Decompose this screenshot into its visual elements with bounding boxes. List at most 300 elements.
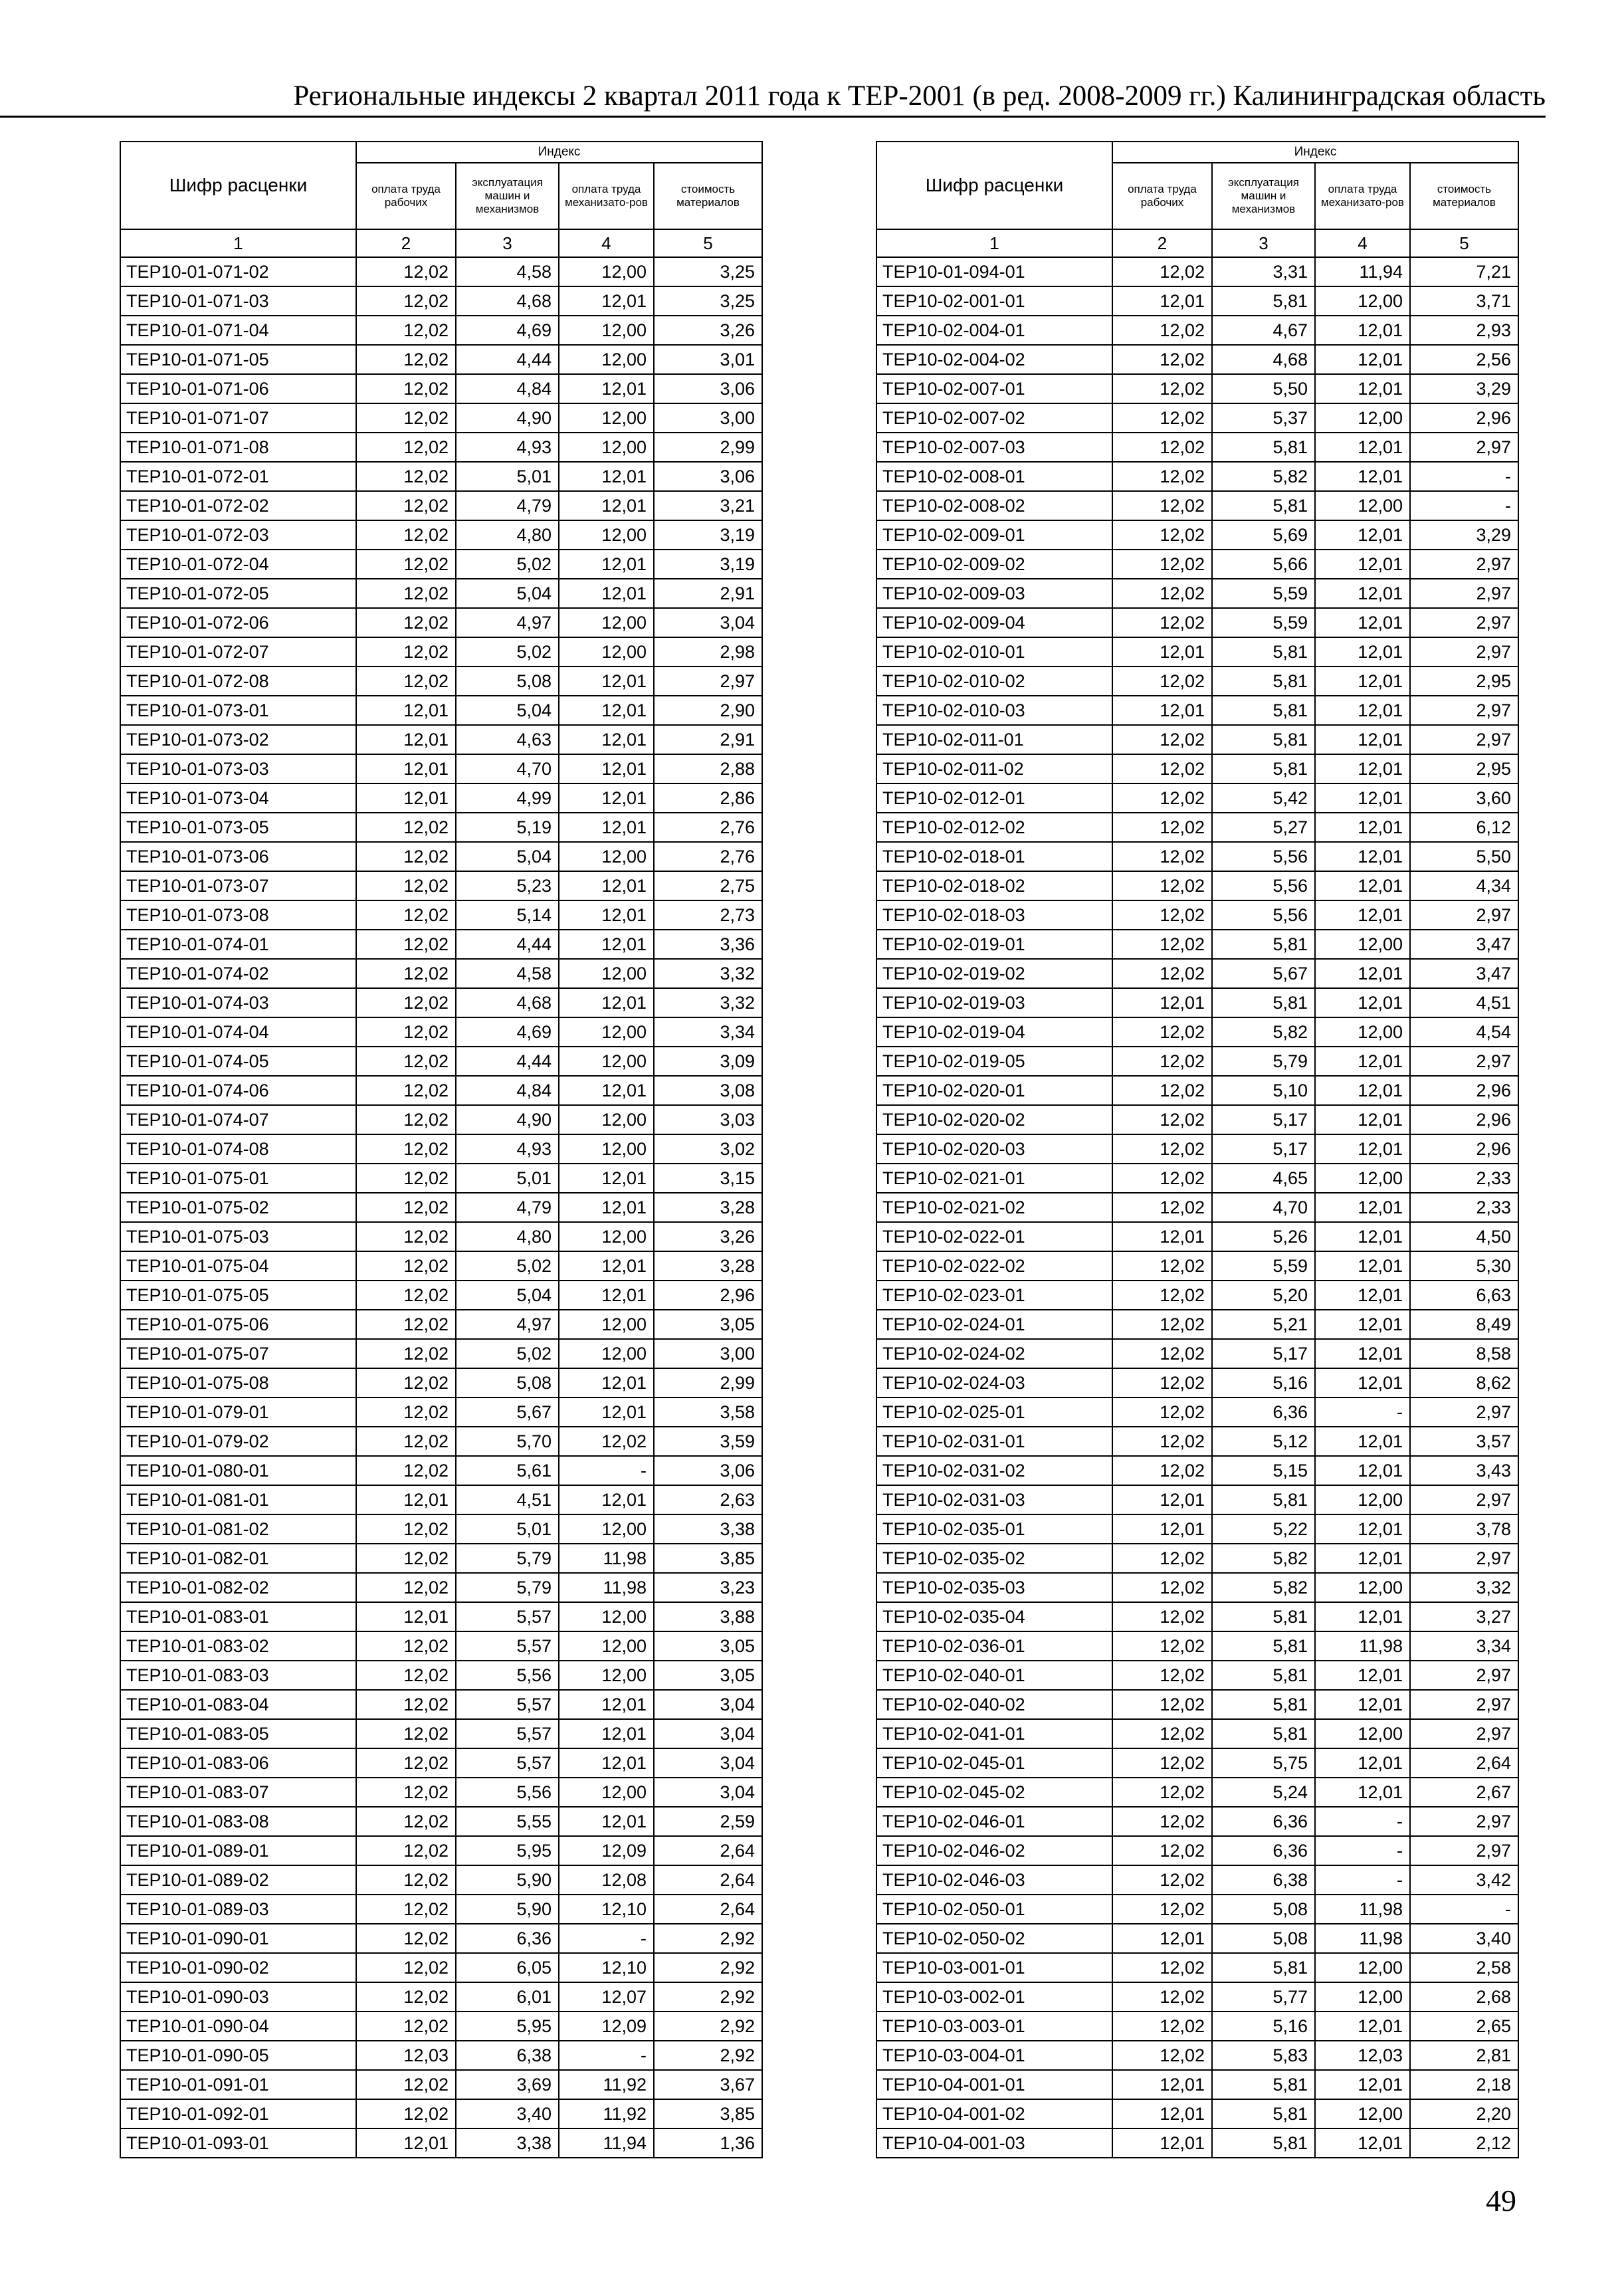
cipher-cell: ТЕР10-01-071-06 bbox=[120, 374, 356, 403]
labor-cell: 12,01 bbox=[1112, 696, 1212, 725]
table-row bbox=[876, 1836, 1518, 1865]
table-row bbox=[120, 1047, 762, 1076]
cipher-cell: ТЕР10-01-072-01 bbox=[120, 462, 356, 491]
table-row bbox=[876, 1281, 1518, 1310]
cipher-cell: ТЕР10-01-071-07 bbox=[120, 403, 356, 433]
machines-cell: 5,17 bbox=[1212, 1339, 1315, 1368]
materials-cell: 6,12 bbox=[1410, 813, 1518, 842]
cipher-cell: ТЕР10-04-001-03 bbox=[876, 2128, 1112, 2158]
labor-cell: 12,02 bbox=[1112, 1134, 1212, 1164]
machines-cell: 5,81 bbox=[1212, 988, 1315, 1017]
table-row bbox=[876, 1076, 1518, 1105]
machines-cell: 5,04 bbox=[456, 579, 559, 608]
mech-labor-cell: 12,01 bbox=[559, 783, 654, 813]
labor-cell: 12,02 bbox=[356, 1397, 456, 1427]
cipher-cell: ТЕР10-01-083-02 bbox=[120, 1631, 356, 1661]
cipher-cell: ТЕР10-03-002-01 bbox=[876, 1982, 1112, 2012]
labor-cell: 12,02 bbox=[356, 1690, 456, 1719]
mech-labor-cell: 12,01 bbox=[1315, 608, 1410, 637]
page-title: Региональные индексы 2 квартал 2011 года к ТЕР-2001 (в ред. 2008-2009 гг.) Калининградская область bbox=[0, 80, 1546, 118]
materials-cell: 3,36 bbox=[654, 930, 762, 959]
cipher-cell: ТЕР10-01-073-08 bbox=[120, 900, 356, 930]
cipher-cell: ТЕР10-01-089-03 bbox=[120, 1895, 356, 1924]
table-row bbox=[120, 1134, 762, 1164]
mech-labor-cell: 12,01 bbox=[1315, 1368, 1410, 1397]
labor-cell: 12,02 bbox=[1112, 403, 1212, 433]
machines-cell: 5,82 bbox=[1212, 1544, 1315, 1573]
machines-cell: 5,27 bbox=[1212, 813, 1315, 842]
cipher-cell: ТЕР10-02-041-01 bbox=[876, 1719, 1112, 1748]
cipher-cell: ТЕР10-02-004-02 bbox=[876, 345, 1112, 374]
labor-cell: 12,02 bbox=[356, 1076, 456, 1105]
labor-cell: 12,02 bbox=[1112, 1339, 1212, 1368]
cipher-cell: ТЕР10-01-072-08 bbox=[120, 667, 356, 696]
cipher-cell: ТЕР10-02-025-01 bbox=[876, 1397, 1112, 1427]
table-row bbox=[876, 1222, 1518, 1251]
labor-cell: 12,02 bbox=[1112, 520, 1212, 550]
materials-cell: 3,28 bbox=[654, 1251, 762, 1281]
table-row bbox=[876, 930, 1518, 959]
materials-cell: 3,15 bbox=[654, 1164, 762, 1193]
mech-labor-cell: 12,01 bbox=[1315, 637, 1410, 667]
machines-cell: 6,38 bbox=[456, 2041, 559, 2070]
labor-cell: 12,01 bbox=[1112, 1222, 1212, 1251]
mech-labor-cell: 12,01 bbox=[1315, 1748, 1410, 1778]
materials-cell: 2,65 bbox=[1410, 2012, 1518, 2041]
table-row bbox=[120, 1397, 762, 1427]
cipher-cell: ТЕР10-02-009-03 bbox=[876, 579, 1112, 608]
mech-labor-cell: 12,01 bbox=[1315, 1778, 1410, 1807]
machines-cell: 5,08 bbox=[456, 1368, 559, 1397]
mech-labor-cell: 12,09 bbox=[559, 1836, 654, 1865]
table-row bbox=[876, 1982, 1518, 2012]
mech-labor-cell: 12,01 bbox=[1315, 433, 1410, 462]
materials-cell: 2,96 bbox=[654, 1281, 762, 1310]
materials-cell: 3,08 bbox=[654, 1076, 762, 1105]
labor-cell: 12,02 bbox=[356, 345, 456, 374]
mech-labor-cell: 12,01 bbox=[559, 667, 654, 696]
mech-labor-cell: 12,01 bbox=[1315, 1047, 1410, 1076]
labor-cell: 12,02 bbox=[1112, 1368, 1212, 1397]
cipher-cell: ТЕР10-01-083-05 bbox=[120, 1719, 356, 1748]
machines-cell: 6,36 bbox=[456, 1924, 559, 1953]
table-row bbox=[120, 1076, 762, 1105]
cipher-cell: ТЕР10-01-074-05 bbox=[120, 1047, 356, 1076]
materials-cell: 3,34 bbox=[654, 1017, 762, 1047]
table-row bbox=[120, 608, 762, 637]
cipher-cell: ТЕР10-02-031-02 bbox=[876, 1456, 1112, 1485]
column-number: 1 bbox=[876, 229, 1112, 257]
cipher-cell: ТЕР10-01-073-04 bbox=[120, 783, 356, 813]
materials-cell: 3,06 bbox=[654, 462, 762, 491]
table-row bbox=[876, 637, 1518, 667]
table-row bbox=[876, 1193, 1518, 1222]
cipher-cell: ТЕР10-02-008-01 bbox=[876, 462, 1112, 491]
machines-cell: 3,31 bbox=[1212, 257, 1315, 286]
labor-cell: 12,02 bbox=[356, 637, 456, 667]
mech-labor-cell: 12,00 bbox=[559, 1047, 654, 1076]
machines-cell: 5,81 bbox=[1212, 637, 1315, 667]
machines-cell: 5,67 bbox=[1212, 959, 1315, 988]
table-row bbox=[120, 842, 762, 871]
mech-labor-cell: 12,09 bbox=[559, 2012, 654, 2041]
cipher-cell: ТЕР10-04-001-02 bbox=[876, 2099, 1112, 2128]
materials-cell: 2,96 bbox=[1410, 403, 1518, 433]
table-row bbox=[120, 1836, 762, 1865]
table-row bbox=[876, 433, 1518, 462]
mech-labor-cell: 12,01 bbox=[1315, 1339, 1410, 1368]
table-body-right bbox=[876, 257, 1518, 2158]
mech-labor-cell: - bbox=[1315, 1836, 1410, 1865]
materials-cell: 2,97 bbox=[1410, 1836, 1518, 1865]
materials-cell: 2,90 bbox=[654, 696, 762, 725]
table-row bbox=[120, 1631, 762, 1661]
materials-cell: 3,19 bbox=[654, 520, 762, 550]
machines-cell: 4,63 bbox=[456, 725, 559, 754]
machines-cell: 5,81 bbox=[1212, 1631, 1315, 1661]
mech-labor-cell: 11,92 bbox=[559, 2099, 654, 2128]
labor-cell: 12,01 bbox=[1112, 1485, 1212, 1514]
machines-cell: 5,95 bbox=[456, 1836, 559, 1865]
mech-labor-cell: 12,00 bbox=[559, 345, 654, 374]
materials-cell: 2,97 bbox=[1410, 696, 1518, 725]
column-number: 1 bbox=[120, 229, 356, 257]
cipher-cell: ТЕР10-01-073-01 bbox=[120, 696, 356, 725]
cipher-cell: ТЕР10-02-019-03 bbox=[876, 988, 1112, 1017]
materials-cell: 3,02 bbox=[654, 1134, 762, 1164]
cipher-cell: ТЕР10-02-022-01 bbox=[876, 1222, 1112, 1251]
mech-labor-cell: 12,00 bbox=[1315, 1573, 1410, 1602]
table-row bbox=[120, 1748, 762, 1778]
labor-cell: 12,02 bbox=[356, 1573, 456, 1602]
materials-cell: 2,95 bbox=[1410, 667, 1518, 696]
labor-cell: 12,02 bbox=[356, 1456, 456, 1485]
labor-cell: 12,02 bbox=[1112, 667, 1212, 696]
cipher-cell: ТЕР10-02-009-01 bbox=[876, 520, 1112, 550]
mech-labor-cell: 12,01 bbox=[1315, 1690, 1410, 1719]
table-row bbox=[120, 2070, 762, 2099]
machines-cell: 5,14 bbox=[456, 900, 559, 930]
materials-cell: 3,29 bbox=[1410, 374, 1518, 403]
machines-cell: 4,68 bbox=[1212, 345, 1315, 374]
labor-cell: 12,02 bbox=[356, 1836, 456, 1865]
table-row bbox=[120, 403, 762, 433]
machines-cell: 3,69 bbox=[456, 2070, 559, 2099]
materials-cell: - bbox=[1410, 462, 1518, 491]
mech-labor-cell: 12,00 bbox=[1315, 1719, 1410, 1748]
labor-cell: 12,02 bbox=[1112, 2041, 1212, 2070]
cipher-cell: ТЕР10-01-083-03 bbox=[120, 1661, 356, 1690]
mech-labor-cell: 12,10 bbox=[559, 1895, 654, 1924]
labor-cell: 12,02 bbox=[356, 1514, 456, 1544]
machines-cell: 5,02 bbox=[456, 637, 559, 667]
table-row bbox=[120, 1982, 762, 2012]
cipher-cell: ТЕР10-01-080-01 bbox=[120, 1456, 356, 1485]
mech-labor-cell: 12,03 bbox=[1315, 2041, 1410, 2070]
mech-labor-cell: 12,01 bbox=[1315, 754, 1410, 783]
labor-cell: 12,02 bbox=[356, 403, 456, 433]
table-row bbox=[120, 1865, 762, 1895]
mech-labor-cell: 12,00 bbox=[559, 316, 654, 345]
labor-cell: 12,02 bbox=[1112, 1982, 1212, 2012]
mech-labor-cell: 12,01 bbox=[559, 988, 654, 1017]
machines-cell: 5,23 bbox=[456, 871, 559, 900]
materials-cell: 2,97 bbox=[1410, 1807, 1518, 1836]
mech-labor-cell: 12,01 bbox=[1315, 579, 1410, 608]
machines-cell: 5,75 bbox=[1212, 1748, 1315, 1778]
labor-cell: 12,02 bbox=[356, 1427, 456, 1456]
table-row bbox=[876, 1134, 1518, 1164]
materials-cell: 2,97 bbox=[1410, 725, 1518, 754]
mech-labor-cell: 12,01 bbox=[559, 813, 654, 842]
labor-cell: 12,02 bbox=[1112, 1895, 1212, 1924]
cipher-cell: ТЕР10-02-035-03 bbox=[876, 1573, 1112, 1602]
machines-cell: 5,17 bbox=[1212, 1134, 1315, 1164]
table-row bbox=[876, 1778, 1518, 1807]
mech-labor-cell: 12,01 bbox=[1315, 813, 1410, 842]
materials-cell: 7,21 bbox=[1410, 257, 1518, 286]
table-row bbox=[876, 257, 1518, 286]
materials-cell: 3,09 bbox=[654, 1047, 762, 1076]
materials-cell: 3,67 bbox=[654, 2070, 762, 2099]
table-row bbox=[120, 2128, 762, 2158]
mech-labor-cell: 12,00 bbox=[559, 1222, 654, 1251]
cipher-cell: ТЕР10-02-010-01 bbox=[876, 637, 1112, 667]
machines-cell: 5,79 bbox=[1212, 1047, 1315, 1076]
cipher-cell: ТЕР10-02-024-02 bbox=[876, 1339, 1112, 1368]
cipher-cell: ТЕР10-01-074-02 bbox=[120, 959, 356, 988]
labor-cell: 12,02 bbox=[356, 257, 456, 286]
table-row bbox=[876, 1456, 1518, 1485]
machines-cell: 5,26 bbox=[1212, 1222, 1315, 1251]
cipher-cell: ТЕР10-01-090-02 bbox=[120, 1953, 356, 1982]
mech-labor-cell: 12,01 bbox=[1315, 2070, 1410, 2099]
machines-cell: 5,04 bbox=[456, 696, 559, 725]
mech-labor-cell: 12,00 bbox=[1315, 491, 1410, 520]
machines-cell: 5,08 bbox=[456, 667, 559, 696]
table-row bbox=[876, 1544, 1518, 1573]
cipher-cell: ТЕР10-01-071-02 bbox=[120, 257, 356, 286]
labor-cell: 12,02 bbox=[1112, 550, 1212, 579]
labor-cell: 12,02 bbox=[356, 1778, 456, 1807]
mech-labor-cell: 12,00 bbox=[1315, 403, 1410, 433]
machines-cell: 4,67 bbox=[1212, 316, 1315, 345]
mech-labor-cell: 12,01 bbox=[1315, 1222, 1410, 1251]
materials-cell: 8,62 bbox=[1410, 1368, 1518, 1397]
machines-cell: 5,61 bbox=[456, 1456, 559, 1485]
mech-labor-cell: 12,01 bbox=[1315, 1251, 1410, 1281]
machines-cell: 4,44 bbox=[456, 345, 559, 374]
machines-cell: 4,93 bbox=[456, 433, 559, 462]
machines-cell: 4,51 bbox=[456, 1485, 559, 1514]
cipher-cell: ТЕР10-03-004-01 bbox=[876, 2041, 1112, 2070]
cipher-cell: ТЕР10-02-040-01 bbox=[876, 1661, 1112, 1690]
machines-cell: 5,70 bbox=[456, 1427, 559, 1456]
labor-cell: 12,02 bbox=[1112, 345, 1212, 374]
labor-cell: 12,02 bbox=[1112, 1661, 1212, 1690]
labor-cell: 12,02 bbox=[356, 1134, 456, 1164]
table-row bbox=[876, 2012, 1518, 2041]
table-row bbox=[120, 1485, 762, 1514]
header-materials: стоимость материалов bbox=[1410, 163, 1518, 229]
mech-labor-cell: 12,01 bbox=[559, 1690, 654, 1719]
mech-labor-cell: 12,01 bbox=[559, 1281, 654, 1310]
cipher-cell: ТЕР10-02-045-02 bbox=[876, 1778, 1112, 1807]
mech-labor-cell: 12,01 bbox=[559, 754, 654, 783]
labor-cell: 12,02 bbox=[1112, 1719, 1212, 1748]
labor-cell: 12,02 bbox=[356, 433, 456, 462]
mech-labor-cell: 11,98 bbox=[1315, 1924, 1410, 1953]
materials-cell: 2,92 bbox=[654, 2041, 762, 2070]
table-row bbox=[120, 637, 762, 667]
labor-cell: 12,02 bbox=[1112, 1953, 1212, 1982]
cipher-cell: ТЕР10-01-073-02 bbox=[120, 725, 356, 754]
labor-cell: 12,01 bbox=[356, 1602, 456, 1631]
materials-cell: 3,47 bbox=[1410, 930, 1518, 959]
mech-labor-cell: 12,01 bbox=[1315, 462, 1410, 491]
materials-cell: 2,33 bbox=[1410, 1193, 1518, 1222]
materials-cell: 2,93 bbox=[1410, 316, 1518, 345]
materials-cell: 2,63 bbox=[654, 1485, 762, 1514]
mech-labor-cell: 12,01 bbox=[559, 286, 654, 316]
cipher-cell: ТЕР10-01-094-01 bbox=[876, 257, 1112, 286]
mech-labor-cell: 12,07 bbox=[559, 1982, 654, 2012]
mech-labor-cell: 12,00 bbox=[559, 1778, 654, 1807]
table-row bbox=[876, 579, 1518, 608]
machines-cell: 6,38 bbox=[1212, 1865, 1315, 1895]
mech-labor-cell: 12,00 bbox=[1315, 1485, 1410, 1514]
machines-cell: 5,04 bbox=[456, 1281, 559, 1310]
mech-labor-cell: 12,01 bbox=[1315, 667, 1410, 696]
mech-labor-cell: 12,01 bbox=[559, 1164, 654, 1193]
table-row bbox=[120, 462, 762, 491]
mech-labor-cell: 12,00 bbox=[1315, 1953, 1410, 1982]
materials-cell: 2,92 bbox=[654, 1924, 762, 1953]
materials-cell: 3,32 bbox=[1410, 1573, 1518, 1602]
mech-labor-cell: 12,00 bbox=[1315, 1164, 1410, 1193]
mech-labor-cell: 12,00 bbox=[559, 1339, 654, 1368]
machines-cell: 5,81 bbox=[1212, 1485, 1315, 1514]
labor-cell: 12,02 bbox=[1112, 1427, 1212, 1456]
materials-cell: 2,73 bbox=[654, 900, 762, 930]
labor-cell: 12,02 bbox=[356, 316, 456, 345]
column-number: 3 bbox=[456, 229, 559, 257]
machines-cell: 5,81 bbox=[1212, 2128, 1315, 2158]
machines-cell: 5,66 bbox=[1212, 550, 1315, 579]
table-row bbox=[120, 754, 762, 783]
mech-labor-cell: 12,01 bbox=[559, 1193, 654, 1222]
machines-cell: 5,82 bbox=[1212, 462, 1315, 491]
cipher-cell: ТЕР10-02-010-02 bbox=[876, 667, 1112, 696]
mech-labor-cell: 12,00 bbox=[559, 1017, 654, 1047]
cipher-cell: ТЕР10-02-050-01 bbox=[876, 1895, 1112, 1924]
mech-labor-cell: 12,01 bbox=[1315, 1427, 1410, 1456]
machines-cell: 5,81 bbox=[1212, 1661, 1315, 1690]
labor-cell: 12,02 bbox=[356, 667, 456, 696]
cipher-cell: ТЕР10-02-009-02 bbox=[876, 550, 1112, 579]
labor-cell: 12,02 bbox=[356, 2070, 456, 2099]
machines-cell: 4,90 bbox=[456, 1105, 559, 1134]
mech-labor-cell: 12,01 bbox=[559, 1485, 654, 1514]
cipher-cell: ТЕР10-02-021-02 bbox=[876, 1193, 1112, 1222]
materials-cell: 3,58 bbox=[654, 1397, 762, 1427]
table-row bbox=[120, 696, 762, 725]
machines-cell: 5,24 bbox=[1212, 1778, 1315, 1807]
machines-cell: 5,90 bbox=[456, 1865, 559, 1895]
table-row bbox=[120, 316, 762, 345]
mech-labor-cell: 12,01 bbox=[1315, 1514, 1410, 1544]
machines-cell: 4,79 bbox=[456, 491, 559, 520]
labor-cell: 12,02 bbox=[1112, 1456, 1212, 1485]
materials-cell: 6,63 bbox=[1410, 1281, 1518, 1310]
mech-labor-cell: 12,01 bbox=[559, 1397, 654, 1427]
cipher-cell: ТЕР10-01-079-01 bbox=[120, 1397, 356, 1427]
labor-cell: 12,02 bbox=[1112, 608, 1212, 637]
cipher-cell: ТЕР10-01-072-05 bbox=[120, 579, 356, 608]
mech-labor-cell: 12,00 bbox=[559, 257, 654, 286]
index-table-right bbox=[876, 141, 1519, 2158]
machines-cell: 6,36 bbox=[1212, 1397, 1315, 1427]
labor-cell: 12,02 bbox=[356, 988, 456, 1017]
table-row bbox=[120, 1544, 762, 1573]
labor-cell: 12,02 bbox=[356, 1895, 456, 1924]
table-row bbox=[120, 667, 762, 696]
cipher-cell: ТЕР10-01-072-04 bbox=[120, 550, 356, 579]
cipher-cell: ТЕР10-01-089-02 bbox=[120, 1865, 356, 1895]
table-row bbox=[876, 1924, 1518, 1953]
labor-cell: 12,02 bbox=[356, 1047, 456, 1076]
table-row bbox=[120, 2012, 762, 2041]
table-row bbox=[876, 403, 1518, 433]
cipher-cell: ТЕР10-01-083-04 bbox=[120, 1690, 356, 1719]
materials-cell: 3,59 bbox=[654, 1427, 762, 1456]
table-row bbox=[876, 1251, 1518, 1281]
cipher-cell: ТЕР10-01-081-02 bbox=[120, 1514, 356, 1544]
materials-cell: 2,18 bbox=[1410, 2070, 1518, 2099]
cipher-cell: ТЕР10-02-020-03 bbox=[876, 1134, 1112, 1164]
machines-cell: 5,83 bbox=[1212, 2041, 1315, 2070]
materials-cell: 3,00 bbox=[654, 1339, 762, 1368]
materials-cell: 2,59 bbox=[654, 1807, 762, 1836]
materials-cell: 3,05 bbox=[654, 1661, 762, 1690]
cipher-cell: ТЕР10-02-045-01 bbox=[876, 1748, 1112, 1778]
machines-cell: 5,50 bbox=[1212, 374, 1315, 403]
labor-cell: 12,02 bbox=[356, 1865, 456, 1895]
machines-cell: 3,40 bbox=[456, 2099, 559, 2128]
materials-cell: 3,88 bbox=[654, 1602, 762, 1631]
materials-cell: 8,49 bbox=[1410, 1310, 1518, 1339]
machines-cell: 5,95 bbox=[456, 2012, 559, 2041]
materials-cell: 5,50 bbox=[1410, 842, 1518, 871]
materials-cell: 3,06 bbox=[654, 374, 762, 403]
cipher-cell: ТЕР10-02-024-01 bbox=[876, 1310, 1112, 1339]
table-row bbox=[876, 1807, 1518, 1836]
materials-cell: 2,95 bbox=[1410, 754, 1518, 783]
labor-cell: 12,02 bbox=[1112, 433, 1212, 462]
labor-cell: 12,02 bbox=[356, 374, 456, 403]
mech-labor-cell: 12,01 bbox=[1315, 550, 1410, 579]
header-machines: эксплуатация машин и механизмов bbox=[456, 163, 559, 229]
table-row bbox=[120, 491, 762, 520]
mech-labor-cell: 12,00 bbox=[559, 1134, 654, 1164]
materials-cell: 3,19 bbox=[654, 550, 762, 579]
header-labor: оплата труда рабочих bbox=[356, 163, 456, 229]
labor-cell: 12,02 bbox=[1112, 257, 1212, 286]
labor-cell: 12,03 bbox=[356, 2041, 456, 2070]
materials-cell: 2,96 bbox=[1410, 1105, 1518, 1134]
cipher-cell: ТЕР10-02-031-03 bbox=[876, 1485, 1112, 1514]
table-row bbox=[120, 2099, 762, 2128]
